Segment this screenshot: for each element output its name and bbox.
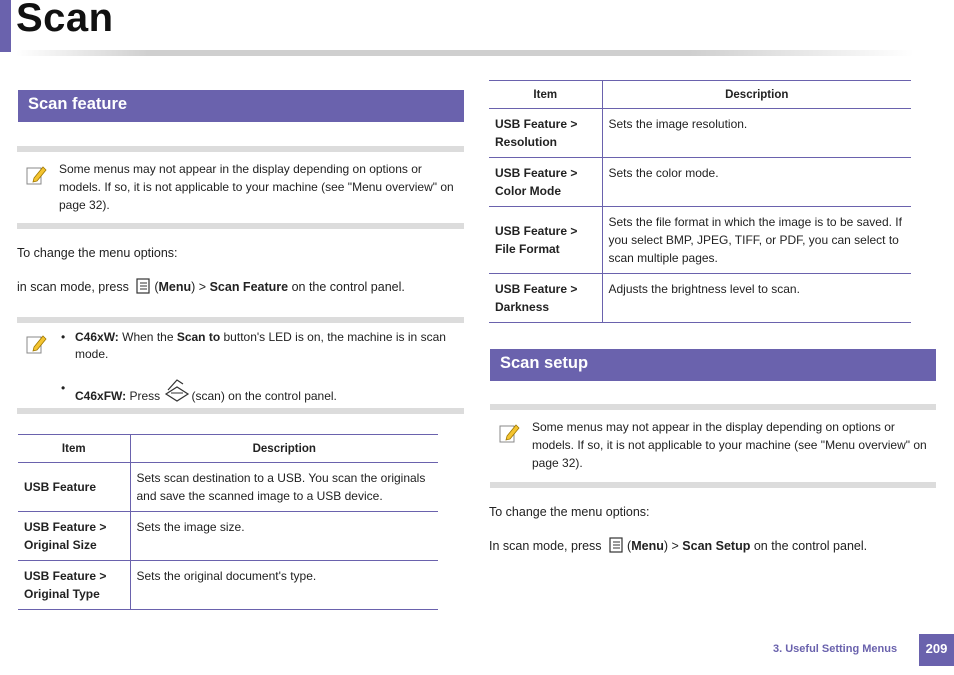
- note-box-menus-setup: [490, 404, 936, 488]
- row-item: USB Feature > Resolution: [489, 109, 602, 158]
- title-accent-bar: [0, 0, 11, 52]
- bullet2-post: (scan) on the control panel.: [191, 389, 337, 403]
- bullet1-pre: When the: [118, 330, 177, 344]
- row-item: USB Feature > File Format: [489, 207, 602, 274]
- scan-setup-heading: Scan setup: [490, 349, 936, 381]
- model-c46xw: C46xW:: [75, 330, 119, 344]
- note-pencil-icon: [25, 164, 47, 186]
- row-item: USB Feature: [18, 463, 130, 512]
- instruction-pre: In scan mode, press: [489, 539, 602, 553]
- instruction-line: In scan mode, press (Menu) > Scan Setup on the control panel.: [489, 539, 868, 553]
- row-description: Sets the image resolution.: [602, 109, 911, 158]
- table-row: [489, 109, 911, 158]
- table-row: [18, 512, 438, 561]
- table-row: [18, 463, 438, 512]
- table-row: [489, 207, 911, 274]
- col-header-description: Description: [602, 81, 911, 109]
- intro-text: To change the menu options:: [489, 505, 650, 519]
- bullet2-pre: Press: [126, 389, 164, 403]
- table-row: [489, 158, 911, 207]
- usb-feature-table: [489, 80, 911, 323]
- bullet-dot: •: [61, 381, 66, 395]
- title-divider: [16, 50, 914, 56]
- instruction-pre: in scan mode, press: [17, 280, 129, 294]
- bullet-dot: •: [61, 330, 66, 344]
- bullet-c46xfw: [61, 377, 455, 403]
- col-header-item: Item: [489, 81, 602, 109]
- row-description: Sets the file format in which the image is to be saved. If you select BMP, JPEG, TIFF, or PDF, you can select to scan multiple pages.: [602, 207, 911, 274]
- scan-feature-table: [18, 434, 438, 610]
- row-description: Sets the color mode.: [602, 158, 911, 207]
- menu-label: Menu: [158, 280, 192, 294]
- note-text: Some menus may not appear in the display depending on options or models. If so, it is not applicable to your machine (see "Menu overview" on page 32).: [59, 162, 454, 212]
- note-box-menus: [17, 146, 464, 229]
- bullet1-post: button's LED is on, the machine is in scan mode.: [75, 330, 446, 361]
- row-description: Sets scan destination to a USB. You scan the originals and save the scanned image to a USB device.: [130, 463, 438, 512]
- page-number: 209: [919, 634, 954, 666]
- scan-icon: [163, 377, 191, 403]
- row-item: USB Feature > Original Type: [18, 561, 130, 610]
- row-item: USB Feature > Original Size: [18, 512, 130, 561]
- menu-label: Menu: [631, 539, 664, 553]
- col-header-description: Description: [130, 435, 438, 463]
- model-c46xfw: C46xFW:: [75, 389, 127, 403]
- row-item: USB Feature > Color Mode: [489, 158, 602, 207]
- menu-path: Scan Setup: [682, 539, 751, 553]
- note-pencil-icon: [25, 333, 47, 355]
- scan-to-label: Scan to: [176, 330, 221, 344]
- menu-icon: [609, 537, 623, 553]
- instruction-post: on the control panel.: [750, 539, 868, 553]
- note-pencil-icon: [498, 422, 520, 444]
- instruction-post: on the control panel.: [288, 280, 405, 294]
- page-title: Scan: [16, 0, 114, 40]
- row-description: Sets the image size.: [130, 512, 438, 561]
- intro-text: To change the menu options:: [17, 246, 178, 260]
- row-description: Adjusts the brightness level to scan.: [602, 274, 911, 323]
- table-row: [18, 561, 438, 610]
- menu-icon: [136, 278, 150, 294]
- table-row: [489, 274, 911, 323]
- scan-feature-heading: Scan feature: [18, 90, 464, 122]
- row-item: USB Feature > Darkness: [489, 274, 602, 323]
- note-text: Some menus may not appear in the display depending on options or models. If so, it is not applicable to your machine (see "Menu overview" on page 32).: [532, 420, 927, 470]
- bullet-c46xw: [61, 329, 455, 363]
- footer-chapter: 3. Useful Setting Menus: [773, 643, 898, 655]
- menu-path: Scan Feature: [209, 280, 289, 294]
- instruction-line: in scan mode, press (Menu) > Scan Feature on the control panel.: [17, 280, 405, 294]
- instruction-mid: ) >: [663, 539, 683, 553]
- col-header-item: Item: [18, 435, 130, 463]
- instruction-mid: ) >: [191, 280, 210, 294]
- row-description: Sets the original document's type.: [130, 561, 438, 610]
